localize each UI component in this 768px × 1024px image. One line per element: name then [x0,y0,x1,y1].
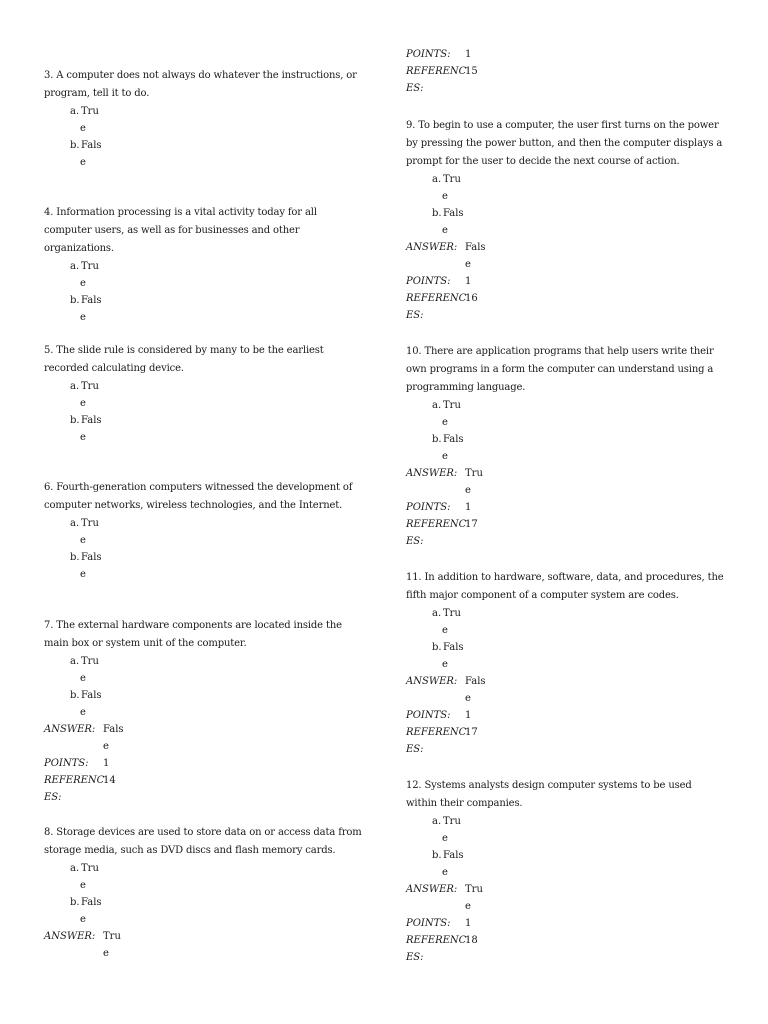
points-row: POINTS: 1 [44,758,110,769]
option-b[interactable]: b. Fals e [432,850,464,878]
question-7 [44,617,362,806]
question-text: 8. Storage devices are used to store data on or access data from storage media, such as DVD discs and flash memory cards. [44,827,362,856]
question-8-continued [406,46,724,97]
question-4 [44,204,362,326]
option-b[interactable]: b. Fals e [70,690,102,718]
points-row: POINTS: 1 [406,918,472,929]
answer-row: ANSWER: Tru e [406,468,483,496]
answer-row: ANSWER: Fals e [406,676,486,704]
question-11 [406,569,724,758]
points-row: POINTS: 1 [406,502,472,513]
references-row: REFERENC ES: 15 [406,66,478,94]
option-a[interactable]: a. Tru e [432,174,461,202]
question-text: 9. To begin to use a computer, the user first turns on the power by pressing the power button, and then the computer displays a prompt for the user to decide the next course of action. [406,120,723,167]
question-text: 6. Fourth-generation computers witnessed the development of computer networks, wireless technologies, and the Internet. [44,482,353,511]
answer-row: ANSWER: Fals e [44,724,124,752]
points-row: POINTS: 1 [406,276,472,287]
option-a[interactable]: a. Tru e [70,261,99,289]
answer-row: ANSWER: Tru e [406,884,483,912]
references-row: REFERENC ES: 17 [406,727,478,755]
option-b[interactable]: b. Fals e [432,434,464,462]
points-row: POINTS: 1 [406,710,472,721]
option-a[interactable]: a. Tru e [70,518,99,546]
question-text: 5. The slide rule is considered by many to be the earliest recorded calculating device. [44,345,324,374]
references-row: REFERENC ES: 14 [44,775,116,803]
references-row: REFERENC ES: 16 [406,293,478,321]
question-5 [44,342,362,446]
points-row: POINTS: 1 [406,49,472,60]
option-a[interactable]: a. Tru e [432,400,461,428]
option-b[interactable]: b. Fals e [70,552,102,580]
question-text: 10. There are application programs that help users write their own programs in a form the computer can understand using a programming language. [406,346,714,393]
references-row: REFERENC ES: 17 [406,519,478,547]
references-row: REFERENC ES: 18 [406,935,478,963]
option-b[interactable]: b. Fals e [70,897,102,925]
option-b[interactable]: b. Fals e [70,140,102,168]
question-6 [44,479,362,583]
question-9 [406,117,724,324]
option-b[interactable]: b. Fals e [70,415,102,443]
option-a[interactable]: a. Tru e [432,816,461,844]
option-b[interactable]: b. Fals e [432,208,464,236]
question-text: 7. The external hardware components are located inside the main box or system unit of the computer. [44,620,342,649]
question-text: 11. In addition to hardware, software, data, and procedures, the fifth major component of a computer system are codes. [406,572,724,601]
option-b[interactable]: b. Fals e [432,642,464,670]
question-3 [44,67,362,171]
option-a[interactable]: a. Tru e [432,608,461,636]
option-a[interactable]: a. Tru e [70,656,99,684]
option-a[interactable]: a. Tru e [70,863,99,891]
question-text: 4. Information processing is a vital activity today for all computer users, as well as for businesses and other organizations. [44,207,317,254]
answer-row: ANSWER: Fals e [406,242,486,270]
option-a[interactable]: a. Tru e [70,381,99,409]
option-a[interactable]: a. Tru e [70,106,99,134]
question-text: 12. Systems analysts design computer systems to be used within their companies. [406,780,692,809]
question-text: 3. A computer does not always do whatever the instructions, or program, tell it to do. [44,70,357,99]
question-8 [44,824,362,962]
option-b[interactable]: b. Fals e [70,295,102,323]
question-10 [406,343,724,550]
answer-row: ANSWER: Tru e [44,931,121,959]
question-12 [406,777,724,966]
